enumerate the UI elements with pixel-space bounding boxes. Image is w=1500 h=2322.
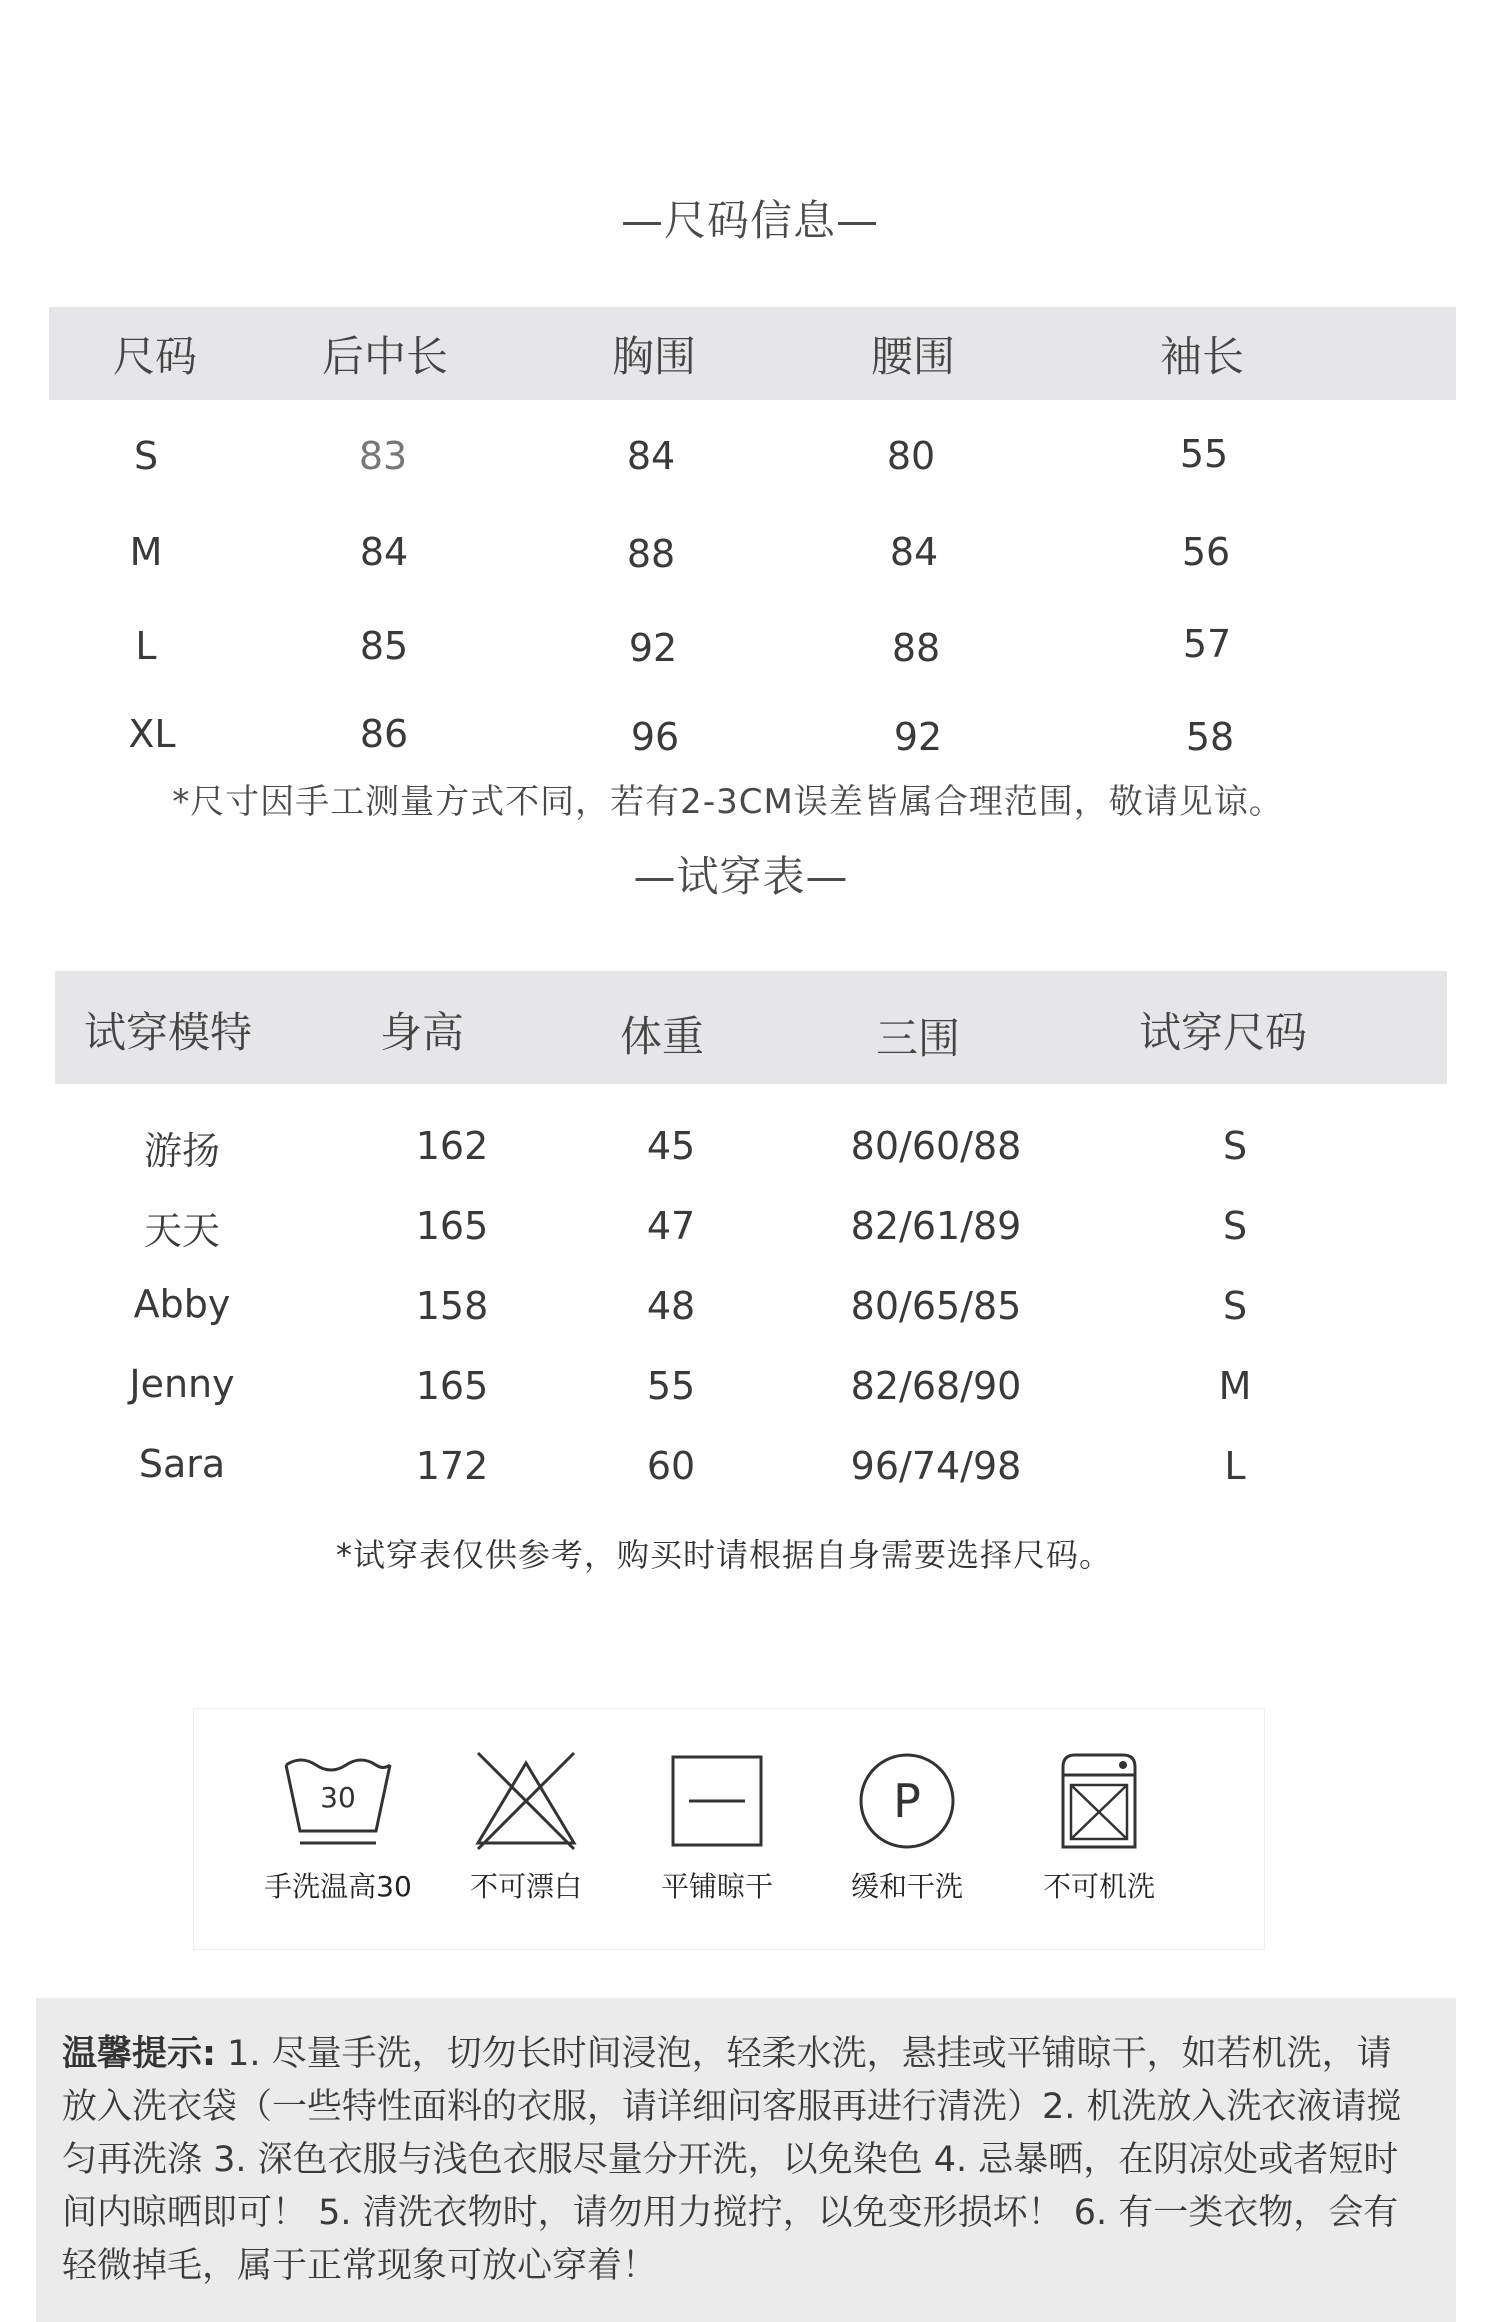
fitting-cell: S — [1222, 1284, 1248, 1328]
size-cell: 83 — [358, 434, 408, 478]
care-label: 不可漂白 — [469, 1870, 582, 1903]
fitting-cell: 60 — [646, 1444, 696, 1488]
size-header-waist: 腰围 — [870, 332, 956, 381]
fitting-cell: 48 — [646, 1284, 696, 1328]
tips-label: 温馨提示: — [62, 2034, 216, 2074]
fitting-header-weight: 体重 — [619, 1012, 705, 1061]
fitting-cell: 55 — [646, 1364, 696, 1408]
tips-panel — [36, 1998, 1456, 2322]
no-machine-wash-icon — [1039, 1751, 1159, 1851]
size-header-back-length: 后中长 — [321, 332, 449, 381]
care-symbols-panel — [193, 1708, 1265, 1950]
fitting-cell: 96/74/98 — [850, 1444, 1022, 1488]
fitting-cell: 82/61/89 — [850, 1204, 1022, 1248]
care-label: 手洗温高30 — [264, 1870, 412, 1903]
fitting-cell: 天天 — [143, 1209, 221, 1253]
size-cell: XL — [128, 712, 176, 756]
fitting-cell: L — [1224, 1444, 1246, 1488]
dry-flat-icon — [657, 1751, 777, 1851]
fitting-cell: Jenny — [129, 1362, 235, 1406]
size-header-chest: 胸围 — [611, 332, 697, 381]
size-section-title: —尺码信息— — [620, 196, 879, 245]
care-label: 缓和干洗 — [850, 1870, 963, 1903]
gentle-dry-clean-icon — [847, 1751, 967, 1851]
size-header-sleeve: 袖长 — [1159, 332, 1245, 381]
size-cell: M — [129, 530, 163, 574]
care-item-no-bleach — [441, 1751, 611, 1905]
size-cell: 56 — [1181, 530, 1231, 574]
size-cell: 84 — [359, 530, 409, 574]
fitting-cell: 82/68/90 — [850, 1364, 1022, 1408]
fitting-cell: 47 — [646, 1204, 696, 1248]
fitting-cell: 45 — [646, 1124, 696, 1168]
fitting-cell: 165 — [415, 1364, 489, 1408]
fitting-header-height: 身高 — [379, 1008, 465, 1057]
size-header-size: 尺码 — [112, 332, 198, 381]
fitting-cell: 162 — [415, 1124, 489, 1168]
fitting-header-model: 试穿模特 — [83, 1008, 253, 1057]
fitting-cell: Abby — [133, 1282, 231, 1326]
fitting-cell: M — [1218, 1364, 1252, 1408]
fitting-cell: 游扬 — [143, 1129, 221, 1173]
size-cell: 96 — [630, 715, 680, 759]
size-cell: 88 — [891, 626, 941, 670]
fitting-cell: 80/60/88 — [850, 1124, 1022, 1168]
size-cell: 92 — [628, 626, 678, 670]
fitting-cell: S — [1222, 1124, 1248, 1168]
hand-wash-30-icon — [278, 1751, 398, 1851]
fitting-cell: S — [1222, 1204, 1248, 1248]
size-cell: 88 — [626, 532, 676, 576]
fitting-section-title: —试穿表— — [633, 852, 849, 901]
size-cell: 84 — [889, 530, 939, 574]
no-bleach-icon — [466, 1751, 586, 1851]
dry-clean-letter: P — [893, 1774, 921, 1828]
fitting-header-size: 试穿尺码 — [1138, 1008, 1308, 1057]
size-cell: 80 — [886, 434, 936, 478]
size-note: *尺寸因手工测量方式不同，若有2-3CM误差皆属合理范围，敬请见谅。 — [172, 782, 1284, 822]
fitting-cell: 172 — [415, 1444, 489, 1488]
care-item-hand-wash — [253, 1751, 423, 1905]
size-cell: 57 — [1182, 622, 1232, 666]
care-item-no-machine-wash — [1014, 1751, 1184, 1905]
fitting-cell: 80/65/85 — [850, 1284, 1022, 1328]
care-label: 平铺晾干 — [660, 1870, 773, 1903]
fitting-cell: 158 — [415, 1284, 489, 1328]
fitting-cell: Sara — [138, 1442, 226, 1486]
size-cell: 55 — [1179, 432, 1229, 476]
care-label: 不可机洗 — [1042, 1870, 1155, 1903]
fitting-cell: 165 — [415, 1204, 489, 1248]
size-cell: 84 — [626, 434, 676, 478]
size-cell: 86 — [359, 712, 409, 756]
fitting-note: *试穿表仅供参考，购买时请根据自身需要选择尺码。 — [335, 1536, 1112, 1574]
size-cell: 85 — [359, 624, 409, 668]
fitting-header-measurements: 三围 — [875, 1014, 961, 1063]
size-cell: 58 — [1185, 715, 1235, 759]
tips-text: 1. 尽量手洗，切勿长时间浸泡，轻柔水洗，悬挂或平铺晾干，如若机洗，请放入洗衣袋（一些特性面料的衣服，请详细问客服再进行清洗）2. 机洗放入洗衣液请搅匀再洗涤 3. 深色衣服与浅色衣服尽量分开洗，以免染色 4. 忌暴晒，在阴凉处或者短时间内晾晒即可！ 5. 清洗衣物时，请勿用力搅拧，以免变形损坏！ 6. 有一类衣物，会有轻微掉毛，属于正常现象可放心穿着！ — [62, 2034, 1402, 2286]
wash-temp-text: 30 — [320, 1781, 356, 1814]
size-cell: 92 — [893, 715, 943, 759]
care-item-gentle-dry-clean — [822, 1751, 992, 1905]
size-cell: L — [135, 624, 157, 668]
size-cell: S — [133, 434, 159, 478]
size-table-header-band — [49, 307, 1456, 400]
care-item-dry-flat — [632, 1751, 802, 1905]
